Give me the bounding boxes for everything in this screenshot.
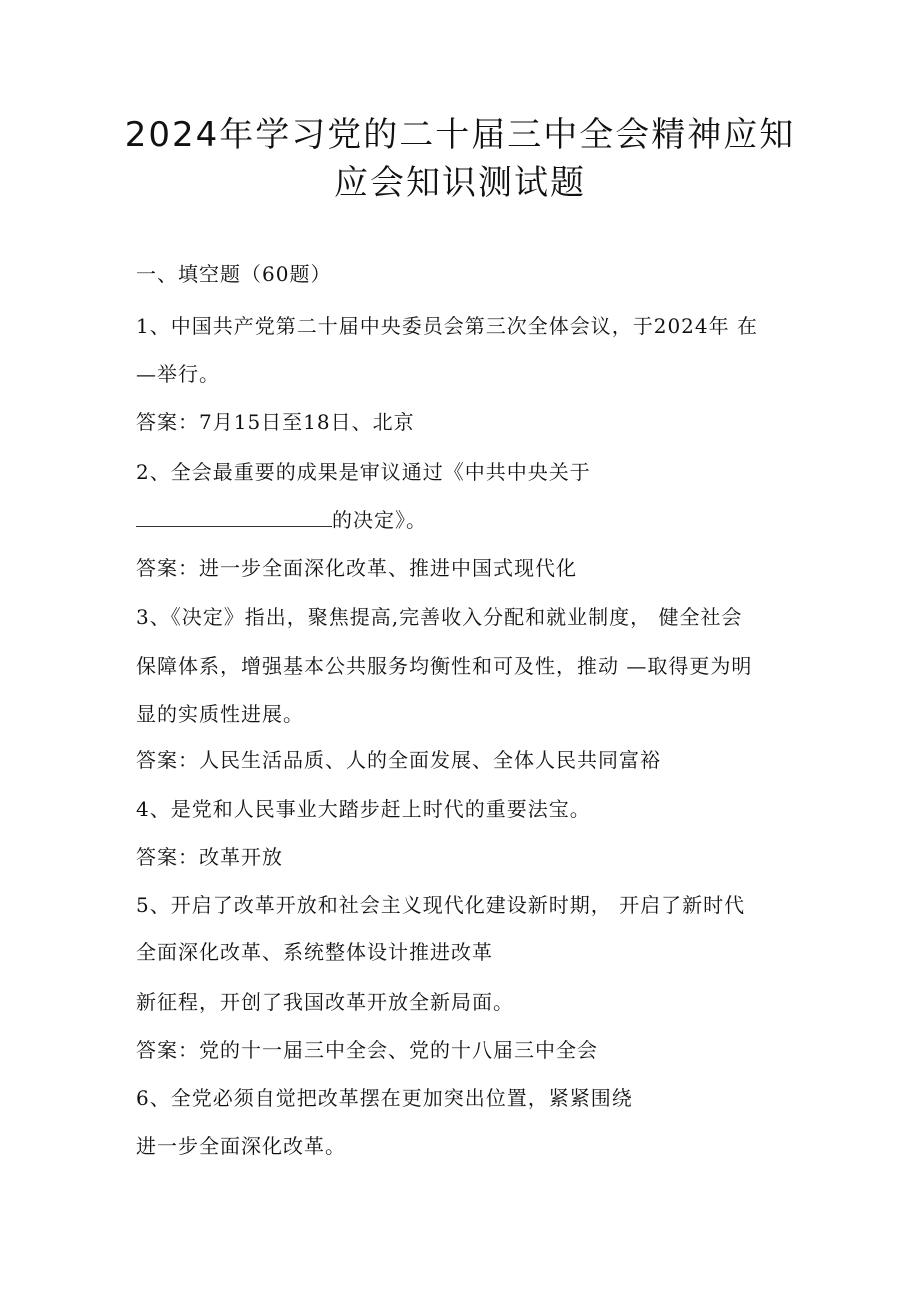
answer-3: 答案：人民生活品质、人的全面发展、全体人民共同富裕 <box>136 748 661 772</box>
question-6-line-2: 进一步全面深化改革。 <box>136 1134 346 1158</box>
answer-5: 答案：党的十一届三中全会、党的十八届三中全会 <box>136 1038 598 1062</box>
answer-4: 答案：改革开放 <box>136 845 283 869</box>
fill-in-blank <box>136 508 332 527</box>
question-3-line-1: 3、《决定》指出，聚焦提高,完善收入分配和就业制度， 健全社会 <box>136 605 743 629</box>
document-title-line-1: 2024年学习党的二十届三中全会精神应知 <box>124 115 796 155</box>
question-4: 4、是党和人民事业大踏步赶上时代的重要法宝。 <box>136 797 591 821</box>
question-2-line-2 <box>136 506 427 534</box>
document-title-line-2: 应会知识测试题 <box>334 163 586 203</box>
question-5-line-1: 5、开启了改革开放和社会主义现代化建设新时期， 开启了新时代 <box>136 893 746 917</box>
question-2-line-1: 2、全会最重要的成果是审议通过《中共中央关于 <box>136 460 591 484</box>
question-3-line-3: 显的实质性进展。 <box>136 702 304 726</box>
answer-1: 答案：7月15日至18日、北京 <box>136 410 415 434</box>
question-5-line-2: 全面深化改革、系统整体设计推进改革 <box>136 940 493 964</box>
section-heading: 一、填空题（60题） <box>136 262 332 286</box>
question-1-line-2: —举行。 <box>136 362 220 386</box>
question-2-suffix: 的决定》。 <box>332 508 427 532</box>
question-1-line-1: 1、中国共产党第二十届中央委员会第三次全体会议，于2024年 在 <box>136 314 758 338</box>
question-5-line-3: 新征程，开创了我国改革开放全新局面。 <box>136 990 514 1014</box>
question-6-line-1: 6、全党必须自觉把改革摆在更加突出位置，紧紧围绕 <box>136 1086 633 1110</box>
question-3-line-2: 保障体系，增强基本公共服务均衡性和可及性，推动 —取得更为明 <box>136 654 753 678</box>
answer-2: 答案：进一步全面深化改革、推进中国式现代化 <box>136 556 577 580</box>
